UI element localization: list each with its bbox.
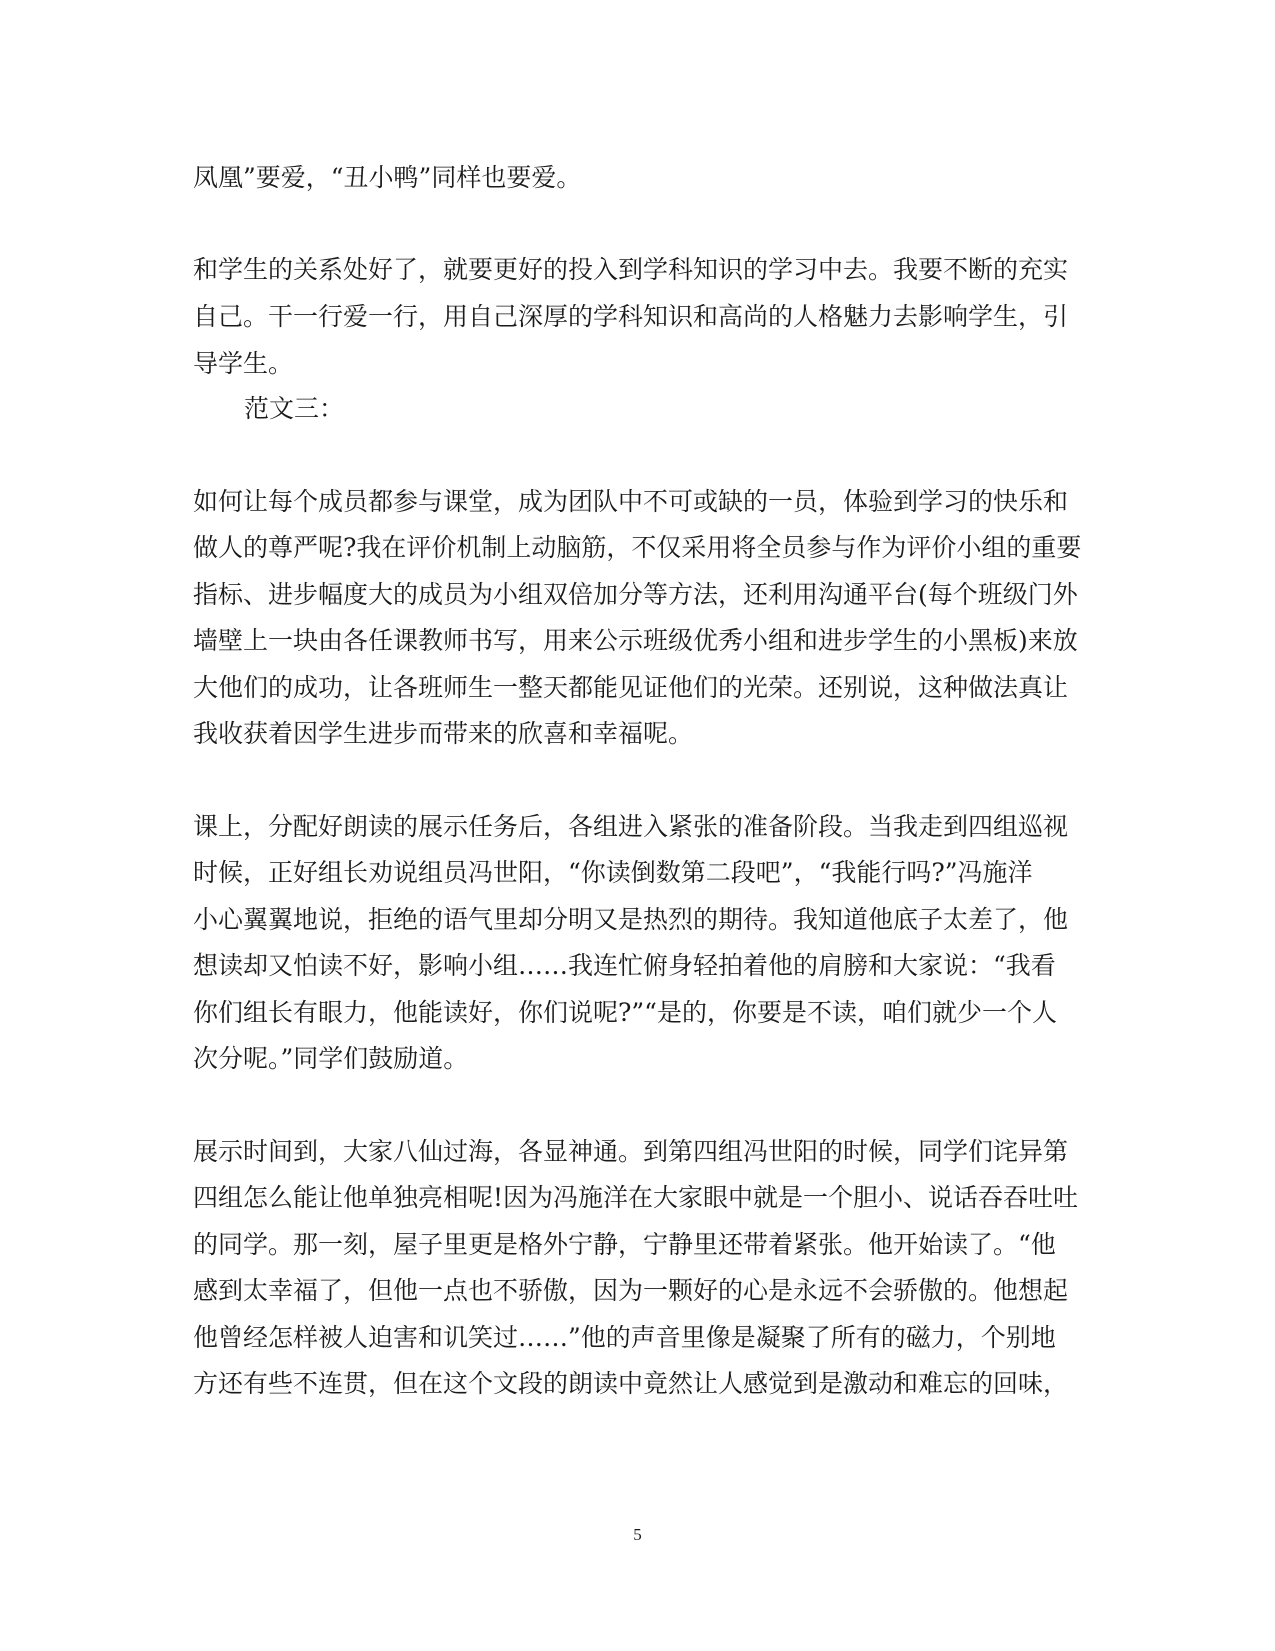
text-line: 你们组长有眼力，他能读好，你们说呢?”“是的，你要是不读，咱们就少一个人	[193, 998, 1057, 1027]
text-line: 方还有些不连贯，但在这个文段的朗读中竟然让人感觉到是激动和难忘的回味，	[193, 1369, 1069, 1398]
page-number: 5	[633, 1525, 642, 1544]
text-line: 大他们的成功，让各班师生一整天都能见证他们的光荣。还别说，这种做法真让	[193, 673, 1069, 702]
text-line: 次分呢。”同学们鼓励道。	[193, 1044, 469, 1073]
text-line: 时候，正好组长劝说组员冯世阳，“你读倒数第二段吧”，“我能行吗?”冯施洋	[193, 858, 1033, 887]
text-line: 四组怎么能让他单独亮相呢!因为冯施洋在大家眼中就是一个胆小、说话吞吞吐吐	[193, 1183, 1079, 1212]
text-line: 我收获着因学生进步而带来的欣喜和幸福呢。	[193, 719, 694, 748]
text-line: 感到太幸福了，但他一点也不骄傲，因为一颗好的心是永远不会骄傲的。他想起	[193, 1276, 1069, 1305]
text-line: 和学生的关系处好了，就要更好的投入到学科知识的学习中去。我要不断的充实	[193, 255, 1069, 284]
text-line: 如何让每个成员都参与课堂，成为团队中不可或缺的一员，体验到学习的快乐和	[193, 487, 1069, 516]
text-line: 展示时间到，大家八仙过海，各显神通。到第四组冯世阳的时候，同学们诧异第	[193, 1137, 1069, 1166]
text-line: 想读却又怕读不好，影响小组……我连忙俯身轻拍着他的肩膀和大家说：“我看	[193, 951, 1056, 980]
text-line: 自己。干一行爱一行，用自己深厚的学科知识和高尚的人格魅力去影响学生，引	[193, 302, 1069, 331]
text-line: 课上，分配好朗读的展示任务后，各组进入紧张的准备阶段。当我走到四组巡视	[193, 812, 1069, 841]
section-heading: 范文三：	[244, 394, 345, 423]
text-line: 凤凰”要爱，“丑小鸭”同样也要爱。	[193, 163, 582, 192]
text-line: 指标、进步幅度大的成员为小组双倍加分等方法，还利用沟通平台(每个班级门外	[193, 580, 1078, 609]
text-line: 他曾经怎样被人迫害和讥笑过……”他的声音里像是凝聚了所有的磁力，个别地	[193, 1323, 1056, 1352]
text-line: 导学生。	[193, 349, 294, 378]
text-line: 小心翼翼地说，拒绝的语气里却分明又是热烈的期待。我知道他底子太差了，他	[193, 905, 1069, 934]
text-line: 做人的尊严呢?我在评价机制上动脑筋，不仅采用将全员参与作为评价小组的重要	[193, 533, 1082, 562]
text-line: 墙壁上一块由各任课教师书写，用来公示班级优秀小组和进步学生的小黑板)来放	[193, 626, 1078, 655]
text-line: 的同学。那一刻，屋子里更是格外宁静，宁静里还带着紧张。他开始读了。“他	[193, 1230, 1056, 1259]
